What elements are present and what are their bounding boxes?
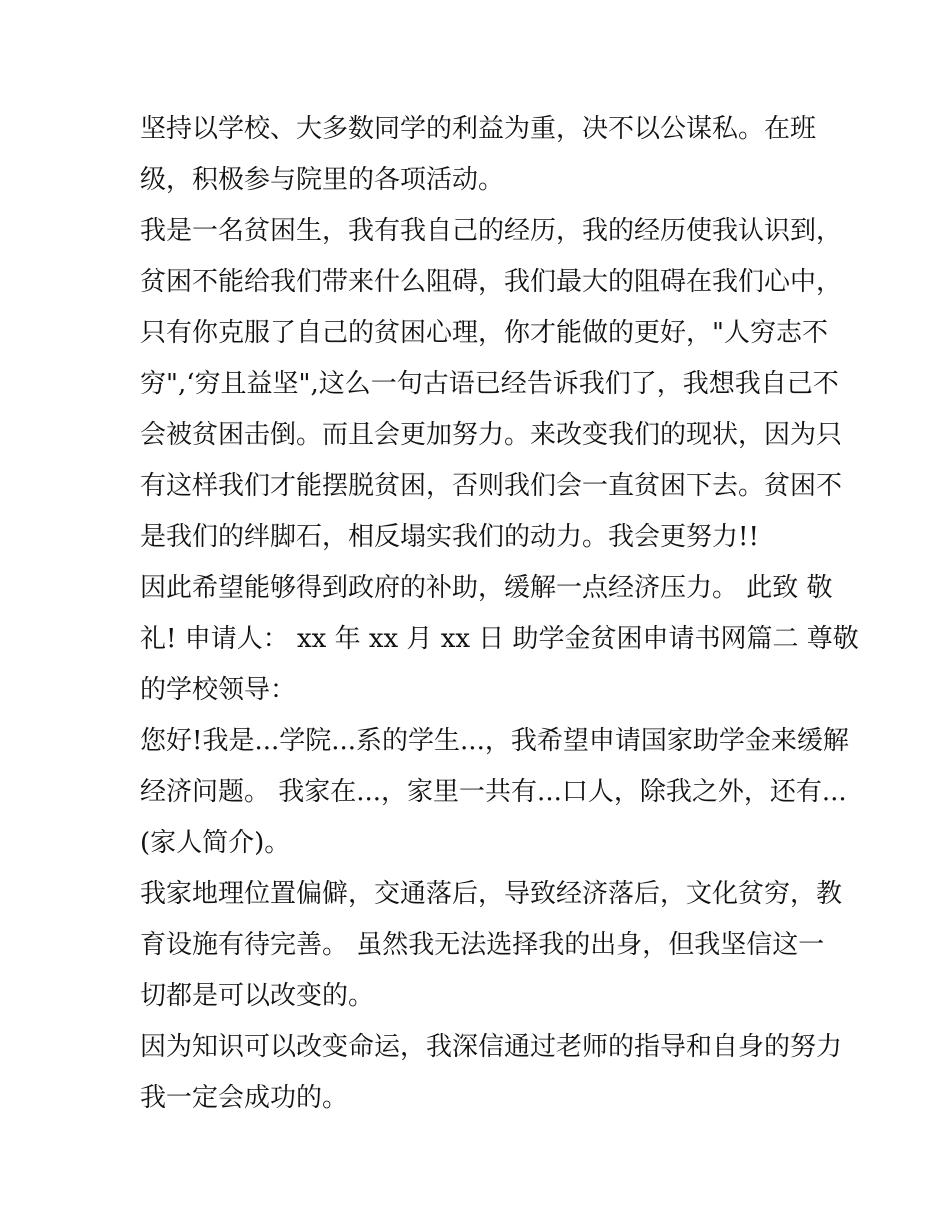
text-line: 的学校领导： — [140, 675, 297, 705]
text-line: 有这样我们才能摆脱贫困，否则我们会一直贫困下去。贫困不 — [140, 471, 843, 501]
text-line: 级，积极参与院里的各项活动。 — [140, 165, 505, 195]
text-line: (家人简介)。 — [140, 828, 291, 858]
document-body — [140, 104, 859, 1124]
text-line: 我家地理位置偏僻，交通落后，导致经济落后，文化贫穷，教 — [140, 879, 843, 909]
text-line: 因此希望能够得到政府的补助，缓解一点经济压力。 此致 敬 — [140, 573, 833, 603]
text-line: 只有你克服了自己的贫困心理，你才能做的更好，"人穷志不 — [140, 318, 828, 348]
text-line: 穷",‘穷且益坚",这么一句古语已经告诉我们了，我想我自己不 — [140, 369, 839, 399]
text-line: 我一定会成功的。 — [140, 1083, 349, 1113]
text-line: 会被贫困击倒。而且会更加努力。来改变我们的现状，因为只 — [140, 420, 843, 450]
text-line: 礼! 申请人： xx 年 xx 月 xx 日 助学金贫困申请书网篇二 尊敬 — [140, 624, 859, 654]
text-line: 您好!我是...学院...系的学生...，我希望申请国家助学金来缓解 — [140, 726, 849, 756]
text-line: 坚持以学校、大多数同学的利益为重，决不以公谋私。在班 — [140, 114, 817, 144]
text-line: 因为知识可以改变命运，我深信通过老师的指导和自身的努力 — [140, 1032, 843, 1062]
text-line: 切都是可以改变的。 — [140, 981, 375, 1011]
text-line: 贫困不能给我们带来什么阻碍，我们最大的阻碍在我们心中， — [140, 267, 843, 297]
text-line: 是我们的绊脚石，相反塌实我们的动力。我会更努力!! — [140, 522, 759, 552]
text-line: 育设施有待完善。 虽然我无法选择我的出身，但我坚信这一 — [140, 930, 825, 960]
text-line: 经济问题。 我家在...，家里一共有...口人，除我之外，还有... — [140, 777, 847, 807]
text-line: 我是一名贫困生，我有我自己的经历，我的经历使我认识到， — [140, 216, 843, 246]
